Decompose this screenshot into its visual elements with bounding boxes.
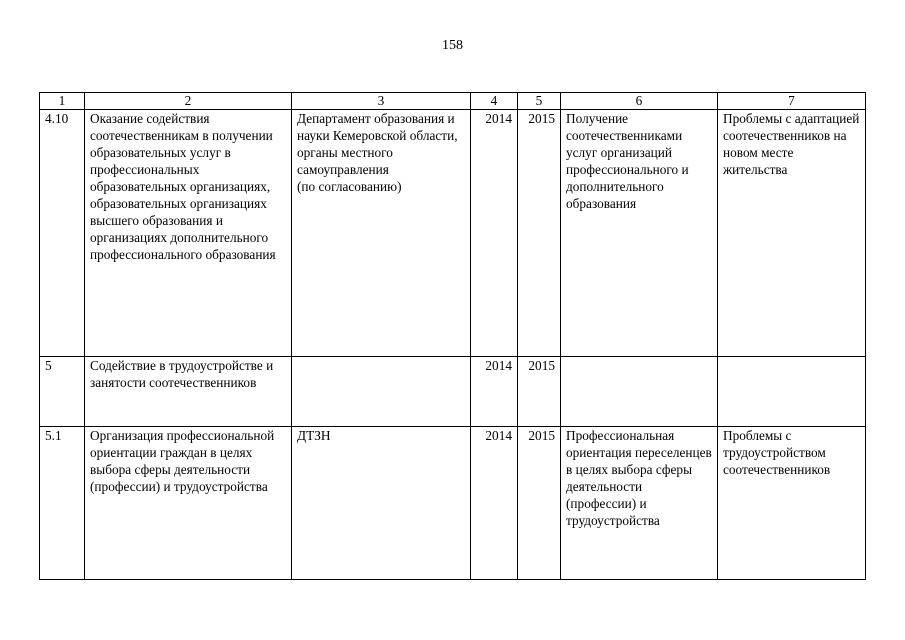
measures-table [39,92,866,580]
end-year-cell: 2015 [518,357,561,427]
measure-cell: Организация профессиональной ориентации граждан в целях выбора сферы деятельности (профессии) и трудоустройства [85,427,292,580]
column-header: 6 [561,93,718,110]
column-header: 7 [718,93,866,110]
column-header: 4 [471,93,518,110]
item-number: 4.10 [40,110,85,357]
measure-cell: Содействие в трудоустройстве и занятости соотечественников [85,357,292,427]
column-header: 1 [40,93,85,110]
page-number: 158 [442,38,463,53]
executor-cell: Департамент образования и науки Кемеровской области, органы местного самоуправления (по согласованию) [292,110,471,357]
start-year-cell: 2014 [471,110,518,357]
start-year-cell: 2014 [471,427,518,580]
result-cell [561,357,718,427]
end-year-cell: 2015 [518,110,561,357]
result-cell: Получение соотечественниками услуг организаций профессионального и дополнительного образования [561,110,718,357]
measure-cell: Оказание содействия соотечественникам в получении образовательных услуг в профессиональных образовательных организациях, образовательных организациях высшего образования и организациях дополнительного профессионального образования [85,110,292,357]
problems-cell: Проблемы с адаптацией соотечественников на новом месте жительства [718,110,866,357]
item-number: 5.1 [40,427,85,580]
end-year-cell: 2015 [518,427,561,580]
table-row [40,427,866,580]
problems-cell [718,357,866,427]
executor-cell: ДТЗН [292,427,471,580]
result-cell: Профессиональная ориентация переселенцев в целях выбора сферы деятельности (профессии) и трудоустройства [561,427,718,580]
start-year-cell: 2014 [471,357,518,427]
column-header: 2 [85,93,292,110]
column-header: 5 [518,93,561,110]
item-number: 5 [40,357,85,427]
executor-cell [292,357,471,427]
problems-cell: Проблемы с трудоустройством соотечественников [718,427,866,580]
column-header: 3 [292,93,471,110]
table-row [40,357,866,427]
table-row [40,110,866,357]
table-header-row [40,93,866,110]
